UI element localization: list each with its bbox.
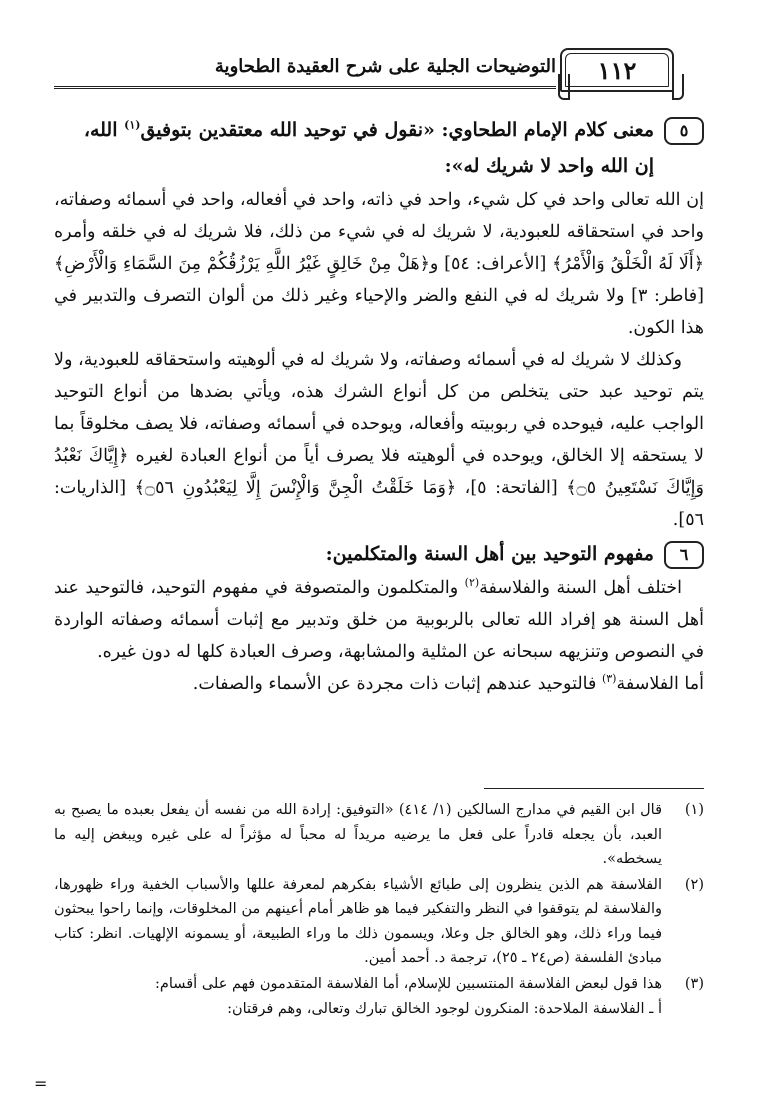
section-number-badge: ٦ — [664, 541, 704, 569]
page-number-frame — [560, 48, 674, 92]
paragraph-text: والمتكلمون والمتصوفة في مفهوم التوحيد، فالتوحيد عند أهل السنة هو إفراد الله تعالى بالربوبية من خلق وتدبير مع إثبات أسمائه وصفاته الواردة في النصوص وتنزيهه سبحانه عن المثلية والمشابهة، وصرف العبادة كلها له دون غيره. — [54, 578, 704, 662]
paragraph — [54, 668, 704, 700]
paragraph-text: فالتوحيد عندهم إثبات ذات مجردة عن الأسماء والصفات. — [192, 674, 602, 694]
footnote-text: الفلاسفة هم الذين ينظرون إلى طبائع الأشياء بفكرهم لمعرفة عللها والأسباب الخفية وراء ظهورها، والفلاسفة لم يتوقفوا في النظر والتفكير فيما هو ظاهر أمام أعينهم من المخلوقات، وإنما راحوا يبحثون فيما وراء ذلك، وهو الخالق جل وعلا، ويسمون ذلك ما وراء الطبيعة، أو يسمونه الإلهيات. انظر: كتاب مبادئ الفلسفة (ص٢٤ ـ ٢٥)، ترجمة د. أحمد أمين. — [54, 876, 662, 966]
section-title-line1-end: الله، — [83, 119, 125, 141]
frame-ornament — [672, 74, 684, 100]
footnote-number: (٢) — [684, 876, 704, 893]
section-title-line2: إن الله واحد لا شريك له»: — [444, 155, 654, 177]
footnote-text: هذا قول لبعض الفلاسفة المنتسبين للإسلام، أما الفلاسفة المتقدمون فهم على أقسام: — [155, 975, 662, 992]
paragraph: وكذلك لا شريك له في أسمائه وصفاته، ولا شريك له في ألوهيته واستحقاقه للعبودية، ولا يتم توحيد عبد حتى يتخلص من كل أنواع الشرك هذه، ويأتي بضدها من أنواع التوحيد الواجب عليه، فيوحده في ربوبيته وأفعاله، ويوحده في أسمائه وصفاته، فلا يصف مخلوقاً بما لا يستحقه إلا الخالق، ويوحده في ألوهيته فلا يصرف أياً من أنواع العبادة لغيره ﴿إِيَّاكَ نَعْبُدُ وَإِيَّاكَ نَسْتَعِينُ ۝٥﴾ [الفاتحة: ٥]، ﴿وَمَا خَلَقْتُ الْجِنَّ وَالْإِنْسَ إِلَّا لِيَعْبُدُونِ ۝٥٦﴾ [الذاريات: ٥٦]. — [54, 350, 704, 530]
footnote-text: قال ابن القيم في مدارج السالكين (١/ ٤١٤) «التوفيق: إرادة الله من نفسه أن يفعل بعبده ما يصبح به العبد، بأن يجعله قادراً على فعل ما يرضيه مريداً له محباً له مؤثراً له على غيره ويبغض إليه ما يسخطه». — [54, 802, 662, 867]
footnote — [54, 873, 704, 971]
footnote-ref: (١) — [124, 118, 141, 132]
section-heading-6 — [54, 536, 704, 572]
continuation-mark: = — [34, 1074, 48, 1093]
footnote-ref: (٢) — [464, 576, 480, 590]
footnote-number: (١) — [684, 802, 704, 818]
section-title — [54, 112, 654, 184]
footnote-subitem: أ ـ الفلاسفة الملاحدة: المنكرون لوجود الخالق تبارك وتعالى، وهم فرقتان: — [227, 1001, 662, 1017]
footnotes — [54, 798, 704, 1022]
page-header — [54, 52, 714, 98]
section-heading-5 — [54, 112, 704, 184]
page-number: ١١٢ — [597, 55, 637, 85]
footnote-divider — [484, 788, 704, 789]
paragraph-text: اختلف أهل السنة والفلاسفة — [479, 578, 682, 598]
section-title-line1: معنى كلام الإمام الطحاوي: «نقول في توحيد الله معتقدين بتوفيق — [140, 119, 654, 141]
paragraph: إن الله تعالى واحد في كل شيء، واحد في ذاته، واحد في أفعاله، واحد في أسمائه وصفاته، واحد في استحقاقه للعبودية، لا شريك له في شيء من ذلك، فلا شريك له في خلقه وأمره ﴿أَلَا لَهُ الْخَلْقُ وَالْأَمْرُ﴾ [الأعراف: ٥٤] و﴿هَلْ مِنْ خَالِقٍ غَيْرُ اللَّهِ يَرْزُقُكُمْ مِنَ السَّمَاءِ وَالْأَرْضِ﴾ [فاطر: ٣] ولا شريك له في النفع والضر والإحياء وغير ذلك من ألوان التصرف والتدبير في هذا الكون. — [54, 190, 705, 338]
section-number-badge: ٥ — [664, 117, 704, 145]
frame-ornament — [558, 74, 570, 100]
footnote-number: (٣) — [684, 975, 704, 992]
paragraph-text: أما الفلاسفة — [616, 674, 704, 694]
footnote — [54, 798, 704, 872]
section-title: مفهوم التوحيد بين أهل السنة والمتكلمين: — [325, 543, 654, 565]
running-title: التوضيحات الجلية على شرح العقيدة الطحاوية — [214, 56, 556, 77]
footnote — [54, 972, 704, 997]
footnote-ref: (٣) — [601, 672, 617, 686]
header-divider — [54, 86, 556, 89]
main-text — [54, 112, 704, 700]
paragraph — [54, 572, 704, 668]
